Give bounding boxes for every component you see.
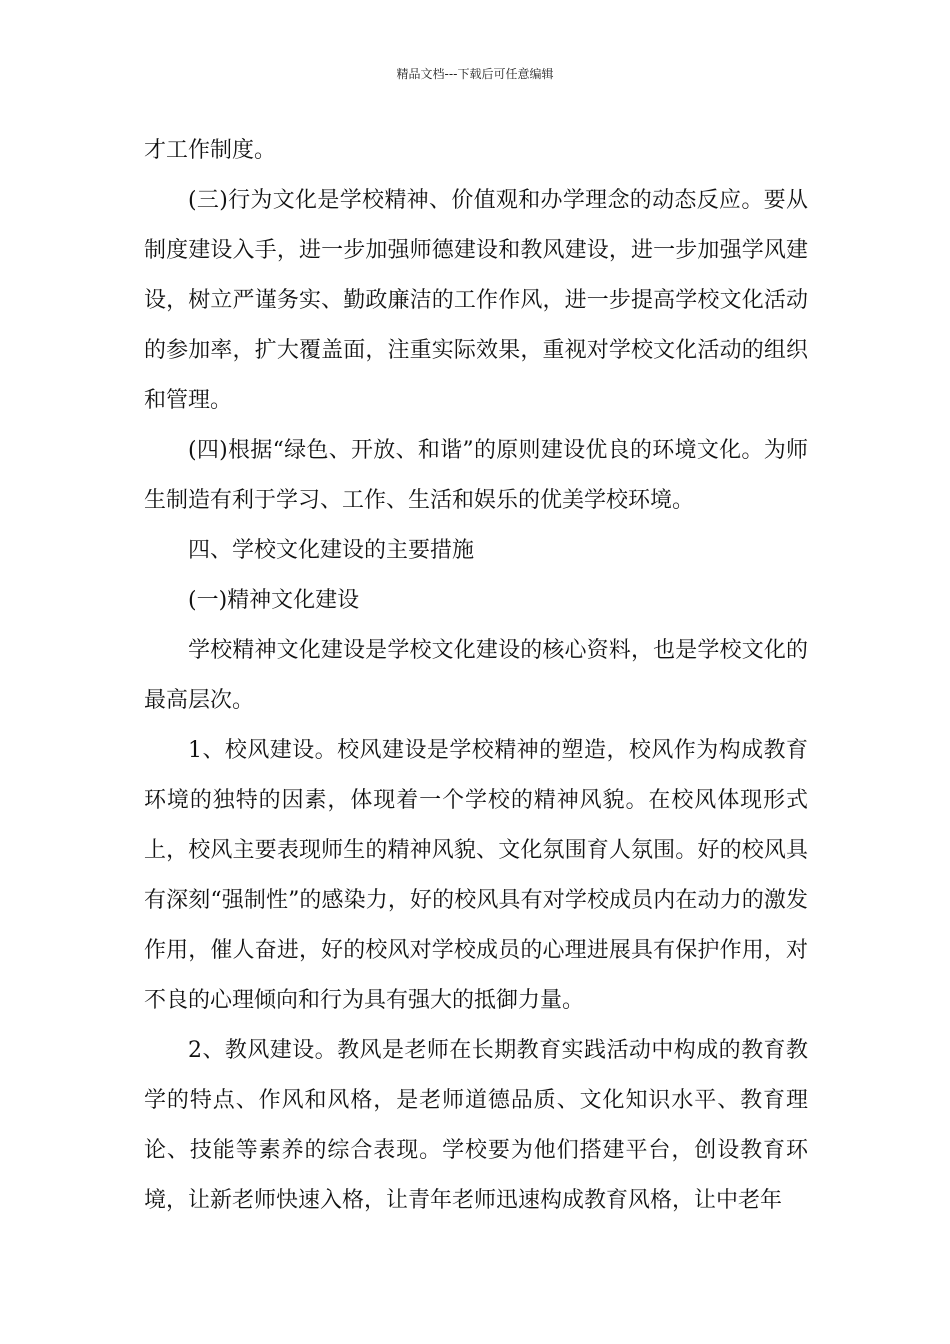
document-body	[144, 126, 808, 1226]
subsection-heading-spirit-culture: (一)精神文化建设	[188, 588, 360, 613]
paragraph-continuation: 才工作制度。	[144, 138, 277, 163]
paragraph-spirit-culture-intro: 学校精神文化建设是学校文化建设的核心资料，也是学校文化的最高层次。	[144, 638, 808, 713]
paragraph-teaching-style: 2、教风建设。教风是老师在长期教育实践活动中构成的教育教学的特点、作风和风格，是老师道德品质、文化知识水平、教育理论、技能等素养的综合表现。学校要为他们搭建平台，创设教育环境，让新老师快速入格，让青年老师迅速构成教育风格，让中老年	[144, 1038, 808, 1213]
section-heading-measures: 四、学校文化建设的主要措施	[188, 538, 475, 563]
page-header: 精品文档---下载后可任意编辑	[396, 67, 554, 81]
paragraph-behavior-culture: (三)行为文化是学校精神、价值观和办学理念的动态反应。要从制度建设入手，进一步加强师德建设和教风建设，进一步加强学风建设，树立严谨务实、勤政廉洁的工作作风，进一步提高学校文化活动的参加率，扩大覆盖面，注重实际效果，重视对学校文化活动的组织和管理。	[144, 188, 808, 413]
paragraph-school-spirit: 1、校风建设。校风建设是学校精神的塑造，校风作为构成教育环境的独特的因素，体现着一个学校的精神风貌。在校风体现形式上，校风主要表现师生的精神风貌、文化氛围育人氛围。好的校风具有深刻“强制性”的感染力，好的校风具有对学校成员内在动力的激发作用，催人奋进，好的校风对学校成员的心理进展具有保护作用，对不良的心理倾向和行为具有强大的抵御力量。	[144, 738, 808, 1013]
paragraph-environment-culture: (四)根据“绿色、开放、和谐”的原则建设优良的环境文化。为师生制造有利于学习、工作、生活和娱乐的优美学校环境。	[144, 438, 808, 513]
